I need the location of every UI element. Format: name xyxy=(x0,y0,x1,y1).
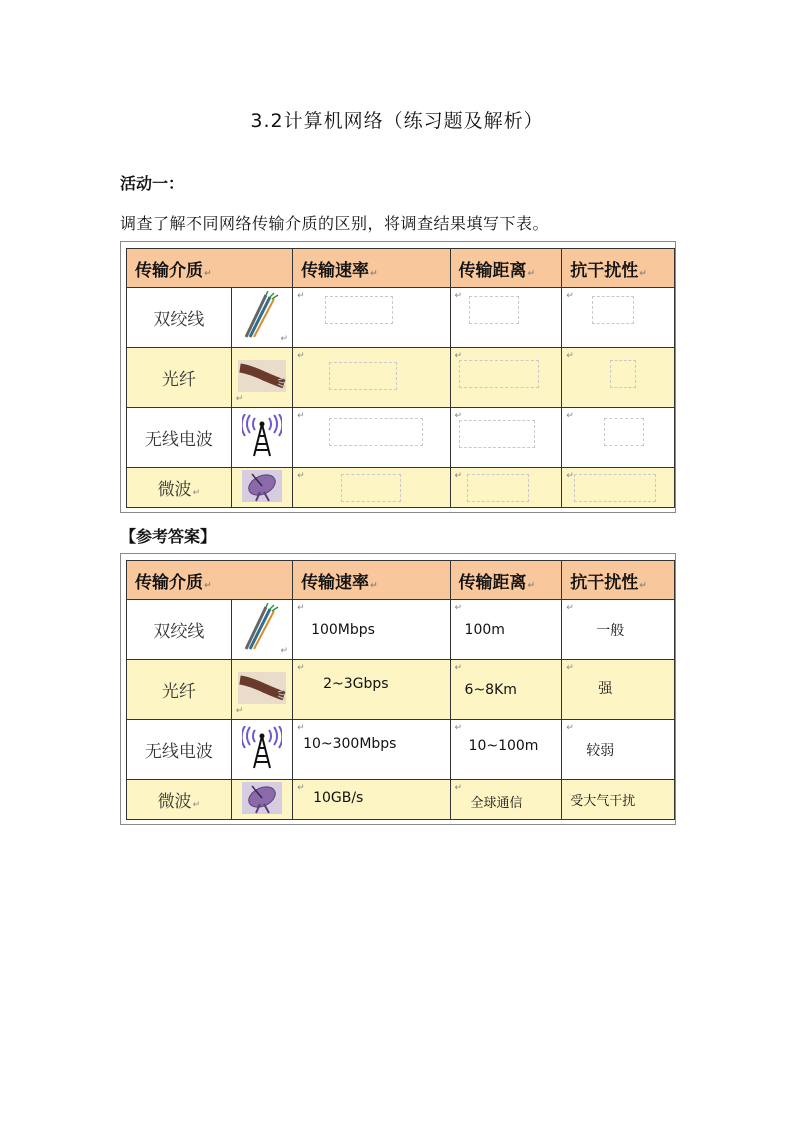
fiber-optic-cable-icon xyxy=(238,360,286,392)
twisted-pair-cable-icon xyxy=(240,291,284,341)
interference-cell: ↵ 强 xyxy=(562,660,675,720)
speed-cell[interactable]: ↵ xyxy=(293,468,450,508)
speed-cell: ↵ 2~3Gbps xyxy=(293,660,450,720)
table-row xyxy=(127,288,675,348)
distance-cell: ↵ 6~8Km xyxy=(450,660,562,720)
interference-cell: ↵ 一般 xyxy=(562,600,675,660)
header-speed: 传输速率↵ xyxy=(293,561,450,600)
answer-table xyxy=(120,553,676,825)
radio-tower-icon xyxy=(242,414,282,458)
speed-cell: ↵ 10~300Mbps xyxy=(293,720,450,780)
medium-picture: ↵ xyxy=(231,600,292,660)
activity-heading: 活动一： xyxy=(120,174,185,193)
speed-cell[interactable]: ↵ xyxy=(293,408,450,468)
medium-name: 光纤 xyxy=(127,348,232,408)
interference-cell[interactable]: ↵ xyxy=(562,348,675,408)
distance-cell[interactable]: ↵ xyxy=(450,288,562,348)
interference-cell[interactable]: ↵ xyxy=(562,288,675,348)
fiber-optic-cable-icon xyxy=(238,672,286,704)
instruction-text: 调查了解不同网络传输介质的区别，将调查结果填写下表。 xyxy=(120,214,550,233)
header-medium: 传输介质↵ xyxy=(127,249,293,288)
distance-cell: ↵ 10~100m xyxy=(450,720,562,780)
header-distance: 传输距离↵ xyxy=(450,561,562,600)
distance-cell[interactable]: ↵ xyxy=(450,408,562,468)
medium-picture: ↵ xyxy=(231,348,292,408)
medium-name: 双绞线 xyxy=(127,288,232,348)
medium-name: 微波↵ xyxy=(127,468,232,508)
answer-heading: 【参考答案】 xyxy=(120,527,217,546)
medium-name: 微波↵ xyxy=(127,780,232,820)
speed-cell[interactable]: ↵ xyxy=(293,348,450,408)
distance-cell: ↵ 100m xyxy=(450,600,562,660)
survey-table xyxy=(120,241,676,513)
table-header-row xyxy=(127,561,675,600)
medium-picture: ↵ xyxy=(231,288,292,348)
medium-name: 无线电波 xyxy=(127,408,232,468)
table-row xyxy=(127,408,675,468)
table-row xyxy=(127,780,675,820)
page-title: 3.2计算机网络（练习题及解析） xyxy=(250,110,544,132)
header-interference: 抗干扰性↵ xyxy=(562,561,675,600)
header-speed: 传输速率↵ xyxy=(293,249,450,288)
radio-tower-icon xyxy=(242,726,282,770)
speed-cell[interactable]: ↵ xyxy=(293,288,450,348)
medium-picture: ↵ xyxy=(231,660,292,720)
medium-picture xyxy=(231,468,292,508)
table-row xyxy=(127,600,675,660)
medium-name: 无线电波 xyxy=(127,720,232,780)
table-row xyxy=(127,660,675,720)
interference-cell: ↵ 较弱 xyxy=(562,720,675,780)
distance-cell[interactable]: ↵ xyxy=(450,468,562,508)
header-medium: 传输介质↵ xyxy=(127,561,293,600)
header-interference: 抗干扰性↵ xyxy=(562,249,675,288)
satellite-dish-icon xyxy=(242,782,282,814)
distance-cell[interactable]: ↵ xyxy=(450,348,562,408)
satellite-dish-icon xyxy=(242,470,282,502)
twisted-pair-cable-icon xyxy=(240,603,284,653)
medium-name: 双绞线 xyxy=(127,600,232,660)
interference-cell[interactable]: ↵ xyxy=(562,408,675,468)
table-row xyxy=(127,468,675,508)
table-row xyxy=(127,348,675,408)
speed-cell: ↵ 10GB/s xyxy=(293,780,450,820)
speed-cell: ↵ 100Mbps xyxy=(293,600,450,660)
medium-picture xyxy=(231,780,292,820)
medium-picture xyxy=(231,720,292,780)
medium-picture xyxy=(231,408,292,468)
table-row xyxy=(127,720,675,780)
table-header-row xyxy=(127,249,675,288)
medium-name: 光纤 xyxy=(127,660,232,720)
header-distance: 传输距离↵ xyxy=(450,249,562,288)
interference-cell: 受大气干扰 xyxy=(562,780,675,820)
interference-cell[interactable]: ↵ xyxy=(562,468,675,508)
distance-cell: ↵ 全球通信 xyxy=(450,780,562,820)
